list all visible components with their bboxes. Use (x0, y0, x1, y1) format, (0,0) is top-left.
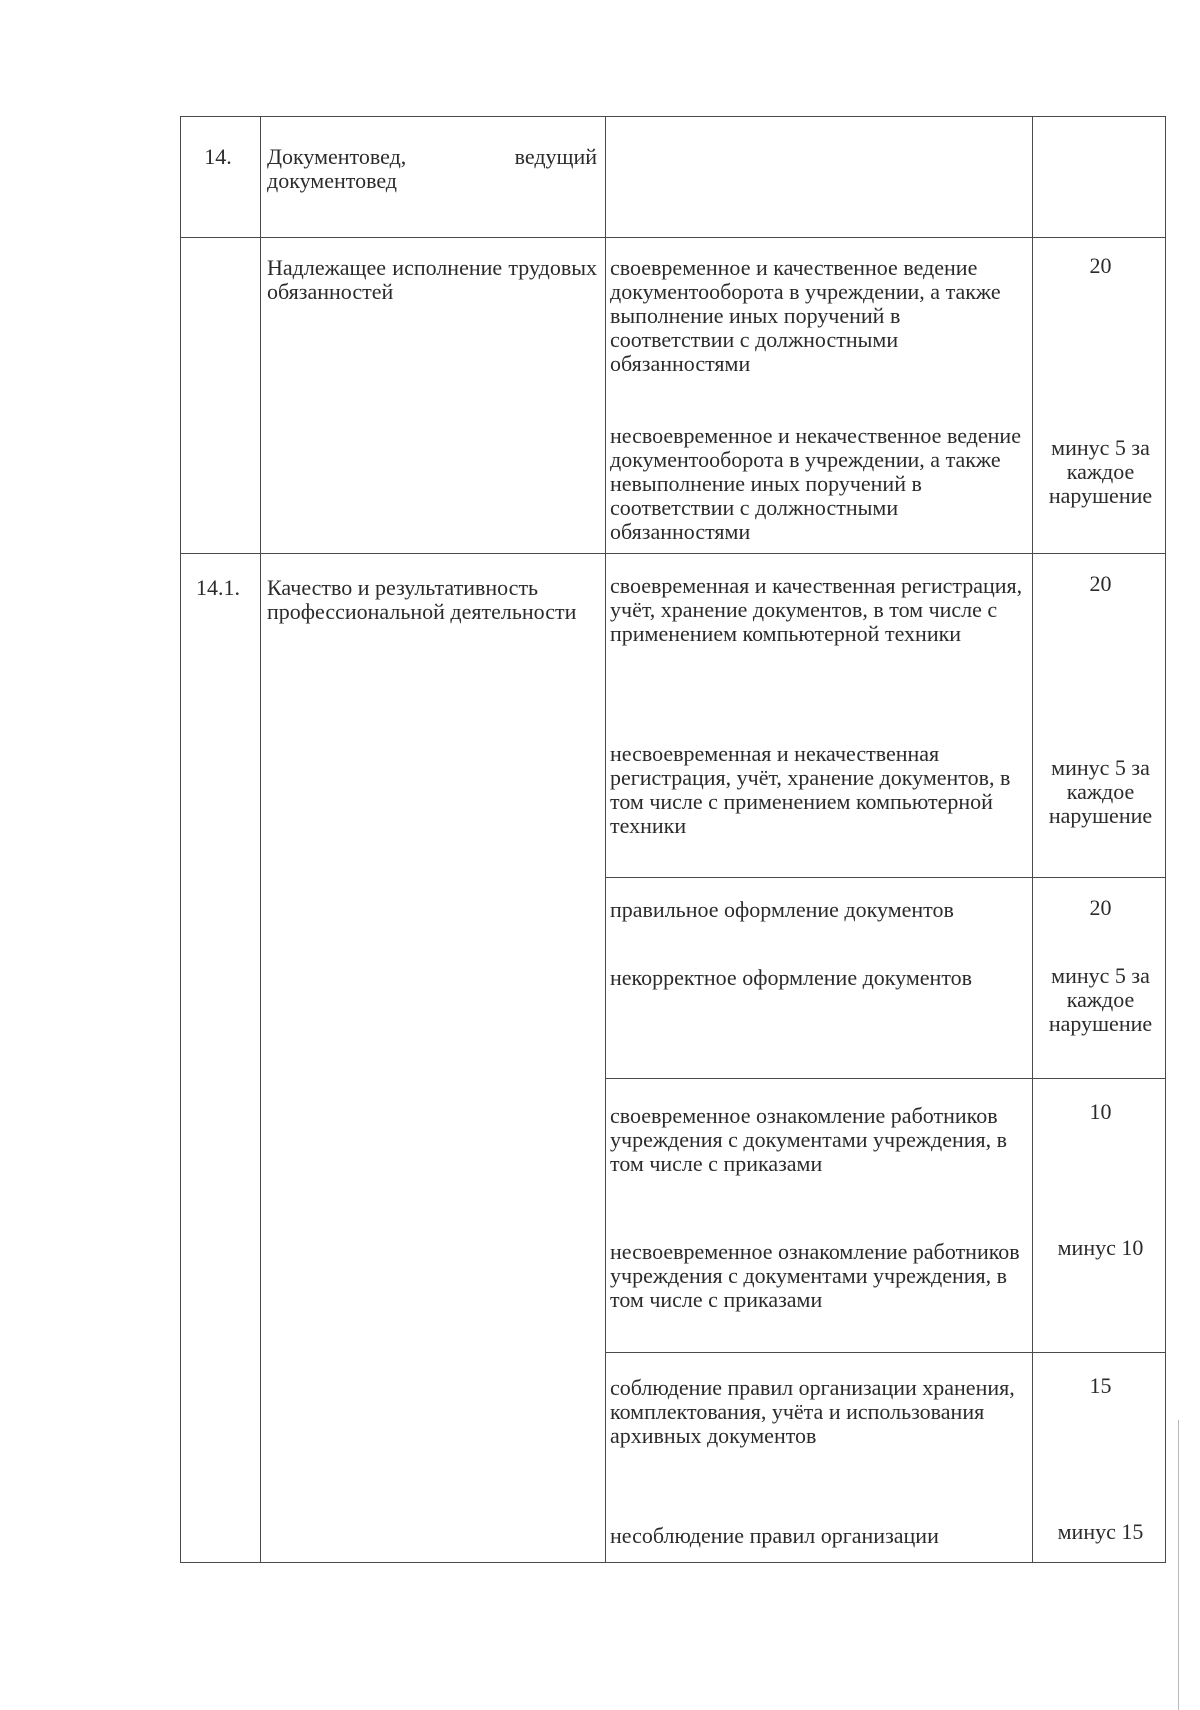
indicator-score: 15 (1089, 1373, 1112, 1398)
row-divider (180, 553, 1166, 554)
row-divider (180, 237, 1166, 238)
criterion-label: Надлежащее исполнение трудовых обязанностей (267, 255, 597, 304)
group-divider (605, 1352, 1166, 1353)
indicator-text: несвоевременная и некачественная регистрация, учёт, хранение документов, в том числе с применением компьютерной техники (610, 741, 1011, 838)
criterion-label: Качество и результативность профессиональной деятельности (267, 575, 577, 624)
row-number: 14. (204, 144, 232, 169)
indicator-score: минус 5 за каждое нарушение (1048, 963, 1153, 1036)
indicator-score: 20 (1089, 571, 1112, 596)
indicator-text: своевременная и качественная регистрация, учёт, хранение документов, в том числе с применением компьютерной техники (610, 573, 1023, 646)
indicator-text: своевременное ознакомление работников учреждения с документами учреждения, в том числе с приказами (610, 1103, 1008, 1176)
indicator-text: правильное оформление документов (610, 897, 954, 922)
indicator-score: минус 5 за каждое нарушение (1048, 435, 1153, 508)
column-divider (1032, 116, 1033, 1563)
table-left-border (180, 116, 181, 1563)
indicator-text: несоблюдение правил организации (610, 1523, 939, 1548)
table-bottom-border (180, 1562, 1166, 1563)
position-title: Документовед, ведущий документовед (267, 144, 597, 193)
indicator-text: несвоевременное ознакомление работников учреждения с документами учреждения, в том числе с приказами (610, 1239, 1020, 1312)
indicator-text: соблюдение правил организации хранения, комплектования, учёта и использования архивных документов (610, 1375, 1015, 1448)
table-right-border (1165, 116, 1166, 1563)
row-number: 14.1. (196, 575, 240, 600)
indicator-score: 20 (1089, 895, 1112, 920)
scan-edge-line (1178, 1420, 1179, 1710)
indicator-text: несвоевременное и некачественное ведение документооборота в учреждении, а также невыполнение иных поручений в соответствии с должностными обязанностями (610, 423, 1021, 544)
table-top-border (180, 116, 1166, 117)
indicator-score: минус 10 (1057, 1235, 1144, 1260)
group-divider (605, 877, 1166, 878)
group-divider (605, 1078, 1166, 1079)
indicator-score: минус 5 за каждое нарушение (1048, 755, 1153, 828)
column-divider (605, 116, 606, 1563)
indicator-text: своевременное и качественное ведение документооборота в учреждении, а также выполнение иных поручений в соответствии с должностными обязанностями (610, 255, 1001, 376)
indicator-score: 20 (1089, 253, 1112, 278)
criteria-table (180, 116, 1166, 1563)
indicator-score: минус 15 (1057, 1519, 1144, 1544)
indicator-text: некорректное оформление документов (610, 965, 973, 990)
indicator-score: 10 (1089, 1099, 1112, 1124)
column-divider (260, 116, 261, 1563)
